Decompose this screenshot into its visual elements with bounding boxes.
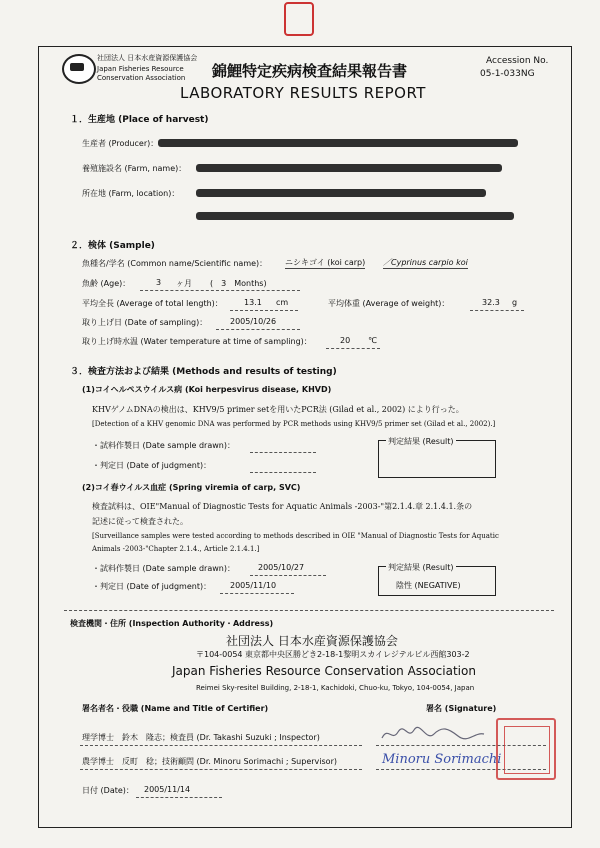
species-value-sci: ／Cyprinus carpio koi: [383, 258, 468, 267]
svc-method-jp-1: 検査試料は、OIE"Manual of Diagnostic Tests for Aquatic Animals -2003-"第2.1.4.章 2.1.4.1.条の: [92, 502, 473, 511]
water-temp-label: 取り上げ時水温 (Water temperature at time of sampling)：: [82, 337, 312, 346]
svc-date-judgment-underline: [220, 593, 294, 594]
accession-label: Accession No.: [486, 56, 549, 66]
svc-method-en-1: [Surveillance samples were tested according to methods described in OIE "Manual of Diagnostic Tests for Aquatic: [92, 532, 499, 540]
svc-date-judgment-value: 2005/11/10: [230, 581, 277, 590]
age-underline: [140, 290, 300, 291]
weight-unit: g: [512, 298, 518, 307]
title-en: LABORATORY RESULTS REPORT: [180, 84, 426, 102]
water-temp-unit: ℃: [368, 336, 377, 345]
age-label: 魚齢 (Age)：: [82, 279, 131, 288]
length-label: 平均全長 (Average of total length)：: [82, 299, 223, 308]
svc-date-drawn-label: ・試料作製日 (Date sample drawn)：: [92, 564, 235, 573]
date-underline: [136, 797, 222, 798]
svc-date-judgment-label: ・判定日 (Date of judgment)：: [92, 582, 212, 591]
authority-divider: [64, 610, 554, 611]
length-underline: [230, 310, 298, 311]
person2-underline: [80, 769, 362, 770]
top-seal-icon: [284, 2, 314, 36]
khvd-method-en: [Detection of a KHV genomic DNA was performed by PCR methods using KHV9/5 primer set (Gilad et al., 2002).]: [92, 420, 496, 428]
sampling-date-value: 2005/10/26: [230, 317, 277, 326]
title-jp: 錦鯉特定疾病検査結果報告書: [212, 62, 408, 80]
khvd-subheading: (1)コイヘルペスウイルス病 (Koi herpesvirus disease, KHVD): [82, 385, 332, 394]
age-value: 3: [156, 278, 162, 287]
weight-underline: [470, 310, 524, 311]
length-unit: cm: [276, 298, 289, 307]
water-temp-value: 20: [340, 336, 351, 345]
org-name-jp-small: 社団法人 日本水産資源保護協会: [97, 54, 198, 62]
org-name-en-line2: Conservation Association: [97, 74, 186, 82]
farm-name-redacted: [196, 164, 502, 172]
khvd-date-judgment-label: ・判定日 (Date of judgment)：: [92, 461, 212, 470]
khvd-date-judgment-underline: [250, 472, 316, 473]
certifier-name-title-label: 署名者名・役職 (Name and Title of Certifier): [82, 704, 269, 713]
age-unit-jp: ヶ月: [176, 279, 192, 288]
weight-value: 32.3: [482, 298, 500, 307]
section2-heading: ２．検体 (Sample): [70, 241, 155, 251]
certifier-person2: 農学博士 反町 稔；技術顧問 (Dr. Minoru Sorimachi ; Supervisor): [82, 757, 337, 766]
weight-label: 平均体重 (Average of weight)：: [328, 299, 450, 308]
signature2: Minoru Sorimachi: [382, 752, 502, 767]
date-label: 日付 (Date)：: [82, 786, 134, 795]
farm-name-label: 養殖施設名 (Farm, name)：: [82, 164, 187, 173]
person1-underline: [80, 745, 362, 746]
producer-redacted: [158, 139, 518, 147]
khvd-date-drawn-underline: [250, 452, 316, 453]
water-temp-underline: [326, 348, 380, 349]
producer-label: 生産者 (Producer)：: [82, 139, 159, 148]
authority-heading: 検査機関・住所 (Inspection Authority・Address): [70, 619, 274, 628]
section3-heading: ３．検査方法および結果 (Methods and results of testing): [70, 367, 337, 377]
farm-location-redacted: [196, 189, 486, 197]
org-name-en-line1: Japan Fisheries Resource: [97, 65, 184, 73]
khvd-method-jp: KHVゲノムDNAの検出は、KHV9/5 primer setを用いたPCR法 (Gilad et al., 2002) により行った。: [92, 405, 464, 414]
svc-date-drawn-value: 2005/10/27: [258, 563, 305, 572]
date-value: 2005/11/14: [144, 785, 191, 794]
section1-heading: １．生産地 (Place of harvest): [70, 115, 209, 125]
farm-location-label: 所在地 (Farm, location)：: [82, 189, 180, 198]
svc-date-drawn-underline: [250, 575, 326, 576]
age-value-en: ( 3 Months): [210, 279, 267, 288]
svc-subheading: (2)コイ春ウイルス血症 (Spring viremia of carp, SVC): [82, 483, 301, 492]
authority-name-jp: 社団法人 日本水産資源保護協会: [226, 634, 398, 648]
signature1-scribble-icon: [378, 722, 488, 746]
certifier-person1: 理学博士 鈴木 隆志；検査員 (Dr. Takashi Suzuki ; Inspector): [82, 733, 320, 742]
authority-name-en: Japan Fisheries Resource Conservation Association: [172, 664, 476, 678]
sampling-date-underline: [216, 329, 300, 330]
sampling-date-label: 取り上げ日 (Date of sampling)：: [82, 318, 208, 327]
species-label: 魚種名/学名 (Common name/Scientific name)：: [82, 259, 268, 268]
accession-number: 05-1-033NG: [480, 69, 535, 79]
farm-location-redacted-line2: [196, 212, 514, 220]
org-logo-icon: [62, 54, 96, 84]
khvd-date-drawn-label: ・試料作製日 (Date sample drawn)：: [92, 441, 235, 450]
authority-address-jp: 〒104-0054 東京都中央区勝どき2-18-1黎明スカイレジテルビル西館303-2: [196, 650, 470, 659]
khvd-result-label: 判定結果 (Result): [388, 437, 454, 446]
svc-method-jp-2: 記述に従って検査された。: [92, 517, 188, 526]
official-seal-icon: [496, 718, 556, 780]
svc-result-value: 陰性 (NEGATIVE): [396, 581, 461, 590]
signature-label: 署名 (Signature): [426, 704, 497, 713]
length-value: 13.1: [244, 298, 262, 307]
svc-method-en-2: Animals -2003-"Chapter 2.1.4., Article 2.1.4.1.]: [92, 545, 260, 553]
species-value-jp: ニシキゴイ (koi carp): [285, 258, 366, 267]
svc-result-label: 判定結果 (Result): [388, 563, 454, 572]
authority-address-en: Reimei Sky-resitel Building, 2-18-1, Kachidoki, Chuo-ku, Tokyo, 104-0054, Japan: [196, 684, 475, 692]
